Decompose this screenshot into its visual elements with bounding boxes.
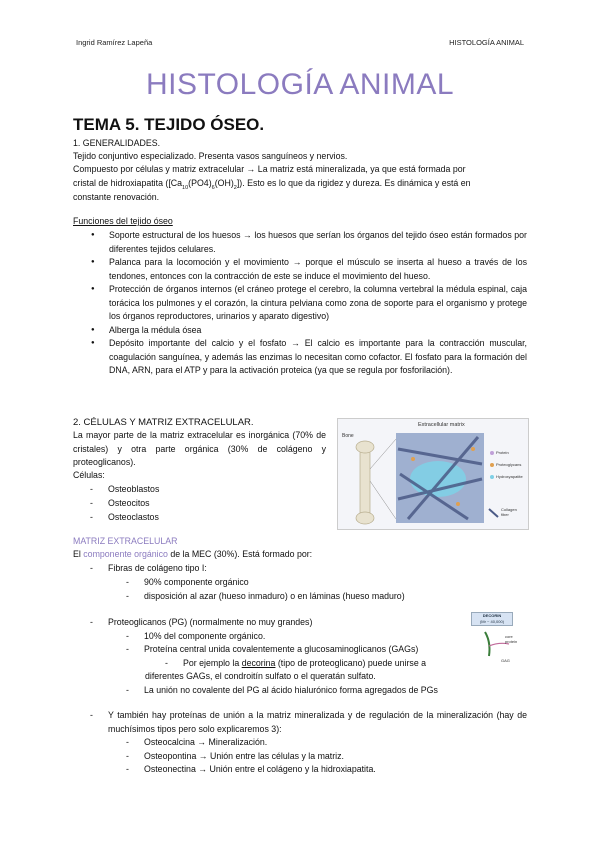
list-item: - Fibras de colágeno tipo I: <box>90 563 207 573</box>
list-item: - Y también hay proteínas de unión a la matriz mineralizada y de regulación de la mineralización (hay de muchísimos tipos pero solo explicaremos 3): <box>90 710 527 734</box>
list-item: - La unión no covalente del PG al ácido hialurónico forma agregados de PGs <box>126 685 438 695</box>
list-item: ● Soporte estructural de los huesos → los huesos que serían los órganos del tejido óseo están formados por diferentes tejidos celulares. <box>95 229 527 256</box>
page-title: HISTOLOGÍA ANIMAL <box>145 68 455 101</box>
decorin-figure <box>465 612 527 672</box>
list-item: - Por ejemplo la decorina (tipo de proteoglicano) puede unirse a <box>165 658 427 668</box>
decorin-core-label: core protein <box>505 634 518 644</box>
decorin-title-box: DECORIN (Mr ~ 40,000) <box>471 612 513 626</box>
matriz-heading: MATRIZ EXTRACELULAR <box>73 536 178 546</box>
list-item: - Proteoglicanos (PG) (normalmente no muy grandes) <box>90 617 313 627</box>
section1-p2a: Compuesto por células y matriz extracelular → La matriz está mineralizada, ya que está formada por <box>73 164 466 174</box>
list-item: ● Depósito importante del calcio y el fosfato → El calcio es importante para la contracción muscular, coagulación sanguínea, y además las enzimas lo necesitan como cofactor. El fosfato para la formación del DNA, ARN, para el ATP y para la activación proteica (ya que se regula por fosforilación). <box>95 337 527 378</box>
list-item: - Osteocitos <box>90 498 150 508</box>
cells-label: Células: <box>73 470 105 480</box>
figure-bone-label: Bone <box>342 433 354 439</box>
funciones-heading: Funciones del tejido óseo <box>73 216 173 226</box>
section1-p2b: cristal de hidroxiapatita $([Ca_{10}(PO4)_6(OH)_2])$. Esto es lo que da rigidez y dureza. Es dinámica y está en <box>73 178 471 191</box>
extracellular-matrix-figure <box>337 418 529 530</box>
tema-heading: TEMA 5. TEJIDO ÓSEO. <box>73 115 265 134</box>
list-item: - Osteoclastos <box>90 512 159 522</box>
section1-p2c: constante renovación. <box>73 192 160 202</box>
header-author: Ingrid Ramírez Lapeña <box>76 38 153 47</box>
figure-legend-item: Collagen fiber <box>501 507 517 517</box>
list-item: - Proteína central unida covalentemente a glucosaminoglicanos (GAGs) <box>126 644 419 654</box>
list-item: ● Alberga la médula ósea <box>95 324 527 338</box>
figure-legend-item: Hydroxyapatite <box>496 474 523 479</box>
list-item: - Osteoblastos <box>90 484 160 494</box>
list-item: - Osteonectina → Unión entre el colágeno y la hidroxiapatita. <box>126 764 376 774</box>
section1-p1: Tejido conjuntivo especializado. Presenta vasos sanguíneos y nervios. <box>73 151 348 161</box>
matriz-intro: El componente orgánico de la MEC (30%). Está formado por: <box>73 549 313 559</box>
funciones-list <box>95 229 527 378</box>
figure-legend-item: Protein <box>496 450 509 455</box>
pg-example-line2: diferentes GAGs, el condroitín sulfato o el queratán sulfato. <box>145 671 376 681</box>
figure-legend-item: Proteoglycans <box>496 462 522 467</box>
figure-title: Extracellular matrix <box>418 422 465 428</box>
section1-heading: 1. GENERALIDADES. <box>73 138 161 148</box>
list-item: - disposición al azar (hueso inmaduro) o en láminas (hueso maduro) <box>126 591 405 601</box>
list-item: ● Protección de órganos internos (el cráneo protege el cerebro, la columna vertebral la médula espinal, caja torácica los pulmones y el corazón, la cintura pelviana como zona de soporte para el organismo y protege los órganos reproductores, urinarios y aparato digestivo) <box>95 283 527 324</box>
header-course: HISTOLOGÍA ANIMAL <box>449 38 524 47</box>
section2-heading: 2. CÉLULAS Y MATRIZ EXTRACELULAR. <box>73 417 254 428</box>
list-item: ● Palanca para la locomoción y el movimiento → porque el músculo se inserta al hueso a través de los tendones, entonces con la contracción de este se induce el movimiento del hueso. <box>95 256 527 283</box>
list-item: - Osteocalcina → Mineralización. <box>126 737 268 747</box>
decorin-gag-label: GAG <box>501 658 510 663</box>
list-item: - 90% componente orgánico <box>126 577 249 587</box>
list-item: - 10% del componente orgánico. <box>126 631 266 641</box>
list-item: - Osteopontina → Unión entre las células y la matriz. <box>126 751 344 761</box>
section2-p1: La mayor parte de la matriz extracelular es inorgánica (70% de cristales) y otra parte orgánica (30% de colágeno y proteoglicanos). <box>73 430 326 467</box>
